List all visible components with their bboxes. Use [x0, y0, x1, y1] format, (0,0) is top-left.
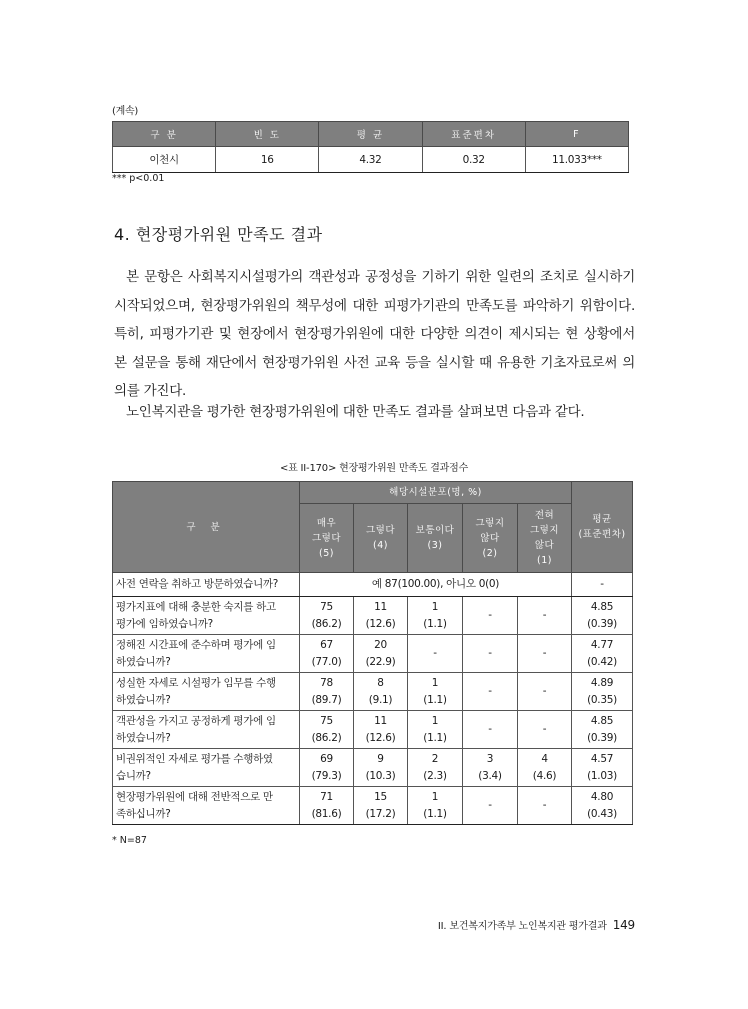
mean-cell — [572, 711, 633, 749]
header-line: 전혀 — [534, 510, 555, 521]
page-number: 149 — [612, 918, 635, 932]
count-value: 8 — [377, 677, 384, 689]
cell-stddev: 0.32 — [422, 147, 525, 173]
header-line: 그렇다 — [311, 532, 342, 544]
question-line: 족하십니까? — [116, 807, 171, 820]
body-paragraph-2: 노인복지관을 평가한 현장평가위원에 대한 만족도 결과를 살펴보면 다음과 같다. — [126, 404, 585, 420]
table-row — [113, 147, 629, 173]
response-cell — [408, 673, 463, 711]
mean-cell — [572, 597, 633, 635]
response-cell — [354, 711, 408, 749]
count-value: - — [542, 647, 547, 660]
percent-value: (79.3) — [311, 769, 342, 782]
percent-value: (12.6) — [365, 731, 396, 744]
satisfaction-table — [112, 481, 633, 825]
question-line: 성실한 자세로 시설평가 임무를 수행 — [116, 677, 276, 689]
mean-value: 4.80 — [590, 791, 614, 803]
percent-value: (1.1) — [423, 731, 447, 744]
count-value: - — [542, 723, 547, 736]
response-cell — [354, 749, 408, 787]
table-row — [113, 787, 633, 825]
section-title: 4. 현장평가위원 만족도 결과 — [114, 225, 323, 244]
count-value: - — [488, 685, 492, 698]
table-row — [113, 711, 633, 749]
percent-value: (17.2) — [365, 807, 396, 820]
percent-value: (1.1) — [423, 807, 447, 820]
header-disagree — [463, 504, 518, 573]
header-mean-line1: 평균 — [592, 514, 612, 525]
header-line: (4) — [373, 540, 388, 551]
stddev-value: (1.03) — [587, 769, 617, 782]
response-cell — [518, 749, 572, 787]
percent-value: (1.1) — [423, 617, 447, 630]
question-line: 하였습니까? — [116, 693, 171, 706]
table-row — [113, 673, 633, 711]
stddev-value: (0.35) — [587, 693, 617, 706]
count-value: 11 — [374, 601, 387, 613]
header-stddev: 표준편차 — [422, 122, 525, 147]
percent-value: (12.6) — [365, 617, 396, 630]
response-cell — [300, 749, 354, 787]
question-cell — [113, 787, 300, 825]
body-paragraph-1: 본 문항은 사회복지시설평가의 객관성과 공정성을 기하기 위한 일련의 조치로 실시하기 시작되었으며, 현장평가위원의 책무성에 대한 피평가기관의 만족도를 파악하기 위함이다. 특히, 피평가기관 및 현장에서 현장평가위원에 대한 다양한 의견이 제시되는 현 상황에서 본 설문을 통해 재단에서 현장평가위원 사전 교육 등을 실시할 때 유용한 기초자료로써 의의를 가진다. — [114, 269, 635, 399]
count-value: - — [433, 647, 437, 660]
response-cell — [463, 787, 518, 825]
count-value: 1 — [431, 791, 439, 803]
question-line: 평가지표에 대해 충분한 숙지를 하고 — [116, 601, 276, 613]
table-row — [113, 635, 633, 673]
table-row — [113, 573, 633, 597]
response-cell — [408, 711, 463, 749]
count-value: - — [542, 609, 547, 622]
count-value: - — [542, 799, 547, 812]
stddev-value: (0.39) — [587, 617, 617, 630]
percent-value: (81.6) — [311, 807, 342, 820]
response-cell — [354, 597, 408, 635]
question-line: 하였습니까? — [116, 655, 171, 668]
response-cell — [300, 787, 354, 825]
percent-value: (86.2) — [311, 731, 342, 744]
header-neutral — [408, 504, 463, 573]
question-line: 객관성을 가지고 공정하게 평가에 임 — [116, 715, 276, 727]
count-value: 71 — [320, 791, 333, 803]
header-line: (2) — [482, 547, 498, 559]
header-line: 매우 — [316, 517, 337, 529]
percent-value: (9.1) — [368, 693, 393, 706]
response-cell — [463, 597, 518, 635]
mean-value: 4.57 — [590, 753, 614, 765]
question-line: 하였습니까? — [116, 731, 171, 744]
header-line: 그렇지 — [475, 517, 505, 529]
header-line: 그렇다 — [365, 525, 396, 536]
header-category: 구 분 — [113, 482, 300, 573]
count-value: 78 — [320, 677, 333, 689]
mean-cell — [572, 635, 633, 673]
mean-cell — [572, 749, 633, 787]
continuation-header-row — [113, 122, 629, 147]
response-cell — [300, 711, 354, 749]
question-cell: 사전 연락을 취하고 방문하였습니까? — [113, 573, 300, 597]
response-cell — [408, 597, 463, 635]
header-line: (3) — [427, 540, 443, 551]
percent-value: (2.3) — [423, 769, 447, 782]
count-value: - — [488, 647, 492, 660]
percent-value: (1.1) — [423, 693, 447, 706]
mean-cell — [572, 673, 633, 711]
response-cell — [518, 787, 572, 825]
sample-size-note: * N=87 — [112, 835, 147, 846]
count-value: - — [488, 609, 492, 622]
stddev-value: (0.42) — [587, 655, 617, 668]
count-value: 9 — [377, 753, 384, 765]
count-value: 4 — [541, 753, 548, 765]
header-agree — [354, 504, 408, 573]
header-mean: 평 균 — [319, 122, 422, 147]
mean-value: 4.85 — [590, 601, 614, 613]
response-cell — [463, 635, 518, 673]
percent-value: (77.0) — [311, 655, 342, 668]
count-value: 1 — [431, 715, 439, 727]
response-cell — [408, 787, 463, 825]
header-mean-line2: (표준편차) — [578, 529, 626, 540]
page-footer — [438, 917, 635, 932]
table-body — [113, 597, 633, 825]
table-caption: <표 II-170> 현장평가위원 만족도 결과점수 — [279, 463, 469, 474]
question-line: 평가에 임하였습니까? — [116, 617, 213, 630]
response-cell — [463, 711, 518, 749]
footer-chapter-text: II. 보건복지가족부 노인복지관 평가결과 — [437, 921, 607, 932]
count-value: - — [488, 723, 492, 736]
response-cell — [518, 597, 572, 635]
header-strongly-agree — [300, 504, 354, 573]
response-cell — [518, 635, 572, 673]
header-strongly-disagree — [518, 504, 572, 573]
header-line: 보통이다 — [415, 525, 455, 536]
header-line: (1) — [537, 555, 552, 566]
mean-cell — [572, 787, 633, 825]
question-cell — [113, 673, 300, 711]
header-distribution: 해당시설분포(명, %) — [300, 482, 572, 504]
percent-value: (3.4) — [478, 769, 502, 782]
response-cell — [354, 673, 408, 711]
response-cell — [463, 673, 518, 711]
mean-value: 4.77 — [590, 639, 614, 651]
count-value: 75 — [320, 601, 333, 613]
response-cell — [354, 787, 408, 825]
count-value: 15 — [374, 791, 387, 803]
table-row — [113, 597, 633, 635]
cell-frequency: 16 — [216, 147, 319, 173]
question-line: 현장평가위원에 대해 전반적으로 만 — [116, 791, 273, 803]
question-line: 습니까? — [116, 769, 151, 782]
count-value: 3 — [486, 753, 494, 765]
response-cell — [300, 673, 354, 711]
response-cell — [518, 711, 572, 749]
header-mean-stddev — [572, 482, 633, 573]
count-value: 20 — [374, 639, 387, 651]
count-value: 11 — [374, 715, 387, 727]
header-line: (5) — [319, 547, 334, 559]
response-cell — [463, 749, 518, 787]
header-line: 않다 — [480, 532, 500, 544]
continuation-label: (계속) — [112, 106, 138, 117]
count-value: - — [542, 685, 547, 698]
percent-value: (10.3) — [365, 769, 396, 782]
header-line: 않다 — [534, 540, 555, 551]
percent-value: (89.7) — [311, 693, 342, 706]
response-cell — [518, 673, 572, 711]
question-cell — [113, 635, 300, 673]
cell-mean: 4.32 — [319, 147, 422, 173]
continuation-table — [112, 121, 629, 173]
count-value: 1 — [431, 677, 439, 689]
cell-region: 이천시 — [113, 147, 216, 173]
header-row-1 — [113, 482, 633, 504]
question-cell — [113, 749, 300, 787]
stddev-value: (0.39) — [587, 731, 617, 744]
mean-cell: - — [572, 573, 633, 597]
count-value: 67 — [320, 639, 333, 651]
stddev-value: (0.43) — [587, 807, 617, 820]
response-cell — [408, 635, 463, 673]
question-cell — [113, 711, 300, 749]
percent-value: (22.9) — [365, 655, 396, 668]
cell-f: 11.033*** — [525, 147, 628, 173]
mean-value: 4.85 — [590, 715, 614, 727]
response-cell — [300, 635, 354, 673]
response-cell — [408, 749, 463, 787]
mean-value: 4.89 — [590, 677, 614, 689]
count-value: 69 — [320, 753, 333, 765]
question-line: 정해진 시간표에 준수하며 평가에 임 — [116, 639, 276, 651]
count-value: - — [488, 799, 492, 812]
count-value: 75 — [320, 715, 333, 727]
response-cell — [300, 597, 354, 635]
count-value: 1 — [431, 601, 439, 613]
table-row — [113, 749, 633, 787]
question-line: 비권위적인 자세로 평가를 수행하였 — [116, 753, 273, 765]
header-frequency: 빈 도 — [216, 122, 319, 147]
response-cell — [354, 635, 408, 673]
header-line: 그렇지 — [529, 525, 560, 536]
merged-answer-cell: 예 87(100.00), 아니오 0(0) — [300, 573, 572, 597]
significance-note: *** p<0.01 — [112, 173, 165, 184]
percent-value: (86.2) — [311, 617, 342, 630]
question-cell — [113, 597, 300, 635]
header-category: 구 분 — [113, 122, 216, 147]
header-f: F — [525, 122, 628, 147]
percent-value: (4.6) — [532, 769, 557, 782]
count-value: 2 — [431, 753, 439, 765]
